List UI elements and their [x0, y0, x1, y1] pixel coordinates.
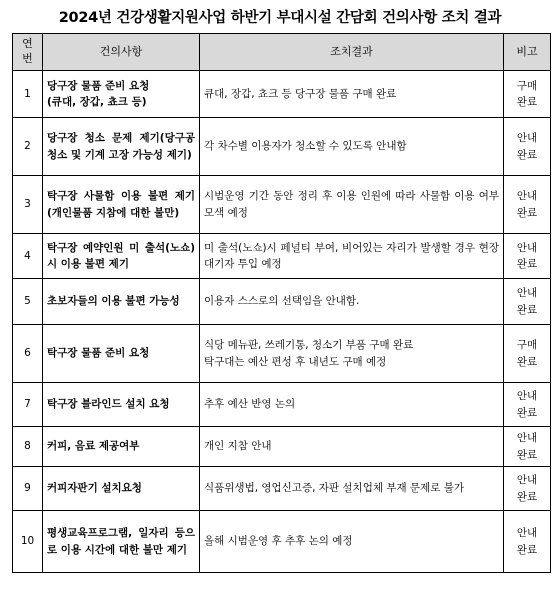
row-item: 당구장 청소 문제 제기(당구공 청소 및 기계 고장 가능성 제기) — [43, 118, 200, 176]
row-remark: 안내 완료 — [504, 234, 551, 279]
header-result: 조치결과 — [200, 34, 504, 71]
row-remark: 구매 완료 — [504, 325, 551, 383]
row-item: 탁구장 물품 준비 요청 — [43, 325, 200, 383]
row-no: 7 — [13, 383, 43, 427]
row-item: 탁구장 사물함 이용 불편 제기(개인물품 지참에 대한 불만) — [43, 176, 200, 234]
row-item: 커피자판기 설치요청 — [43, 467, 200, 511]
row-no: 3 — [13, 176, 43, 234]
table-row — [13, 383, 551, 427]
row-no: 1 — [13, 71, 43, 118]
table-row — [13, 279, 551, 325]
row-item: 초보자들의 이용 불편 가능성 — [43, 279, 200, 325]
row-result: 시범운영 기간 동안 정리 후 이용 인원에 따라 사물함 이용 여부 모색 예정 — [200, 176, 504, 234]
row-result: 큐대, 장갑, 쵸크 등 당구장 물품 구매 완료 — [200, 71, 504, 118]
row-no: 4 — [13, 234, 43, 279]
row-item: 탁구장 블라인드 설치 요청 — [43, 383, 200, 427]
row-no: 5 — [13, 279, 43, 325]
row-result: 이용자 스스로의 선택임을 안내함. — [200, 279, 504, 325]
row-result: 식품위생법, 영업신고증, 자판 설치업체 부재 문제로 불가 — [200, 467, 504, 511]
suggestion-result-table — [12, 33, 551, 573]
row-no: 9 — [13, 467, 43, 511]
table-row — [13, 118, 551, 176]
row-remark: 안내 완료 — [504, 511, 551, 573]
row-item: 탁구장 예약인원 미 출석(노쇼)시 이용 불편 제기 — [43, 234, 200, 279]
table-row — [13, 467, 551, 511]
table-row — [13, 176, 551, 234]
row-result: 미 출석(노쇼)시 페널티 부여, 비어있는 자리가 발생할 경우 현장 대기자 투입 예정 — [200, 234, 504, 279]
row-no: 8 — [13, 427, 43, 467]
row-remark: 안내 완료 — [504, 118, 551, 176]
document-title: 2024년 건강생활지원사업 하반기 부대시설 간담회 건의사항 조치 결과 — [58, 10, 502, 26]
header-remark: 비고 — [504, 34, 551, 71]
table-row — [13, 325, 551, 383]
row-remark: 안내 완료 — [504, 467, 551, 511]
row-item: 당구장 물품 준비 요청 (큐대, 장갑, 쵸크 등) — [43, 71, 200, 118]
row-result: 개인 지참 안내 — [200, 427, 504, 467]
table-header-row — [13, 34, 551, 71]
table-row — [13, 71, 551, 118]
row-item: 평생교육프로그램, 일자리 등으로 이용 시간에 대한 불만 제기 — [43, 511, 200, 573]
header-no: 연 번 — [13, 34, 43, 71]
row-no: 10 — [13, 511, 43, 573]
header-item: 건의사항 — [43, 34, 200, 71]
row-result: 각 차수별 이용자가 청소할 수 있도록 안내함 — [200, 118, 504, 176]
row-remark: 안내 완료 — [504, 279, 551, 325]
row-no: 2 — [13, 118, 43, 176]
table-row — [13, 511, 551, 573]
row-result: 식당 메뉴판, 쓰레기통, 청소기 부품 구매 완료 탁구대는 예산 편성 후 내년도 구매 예정 — [200, 325, 504, 383]
row-remark: 구매 완료 — [504, 71, 551, 118]
table-row — [13, 234, 551, 279]
row-remark: 안내 완료 — [504, 383, 551, 427]
row-result: 추후 예산 반영 논의 — [200, 383, 504, 427]
row-item: 커피, 음료 제공여부 — [43, 427, 200, 467]
row-no: 6 — [13, 325, 43, 383]
row-remark: 안내 완료 — [504, 176, 551, 234]
row-result: 올해 시범운영 후 추후 논의 예정 — [200, 511, 504, 573]
table-row — [13, 427, 551, 467]
row-remark: 안내 완료 — [504, 427, 551, 467]
